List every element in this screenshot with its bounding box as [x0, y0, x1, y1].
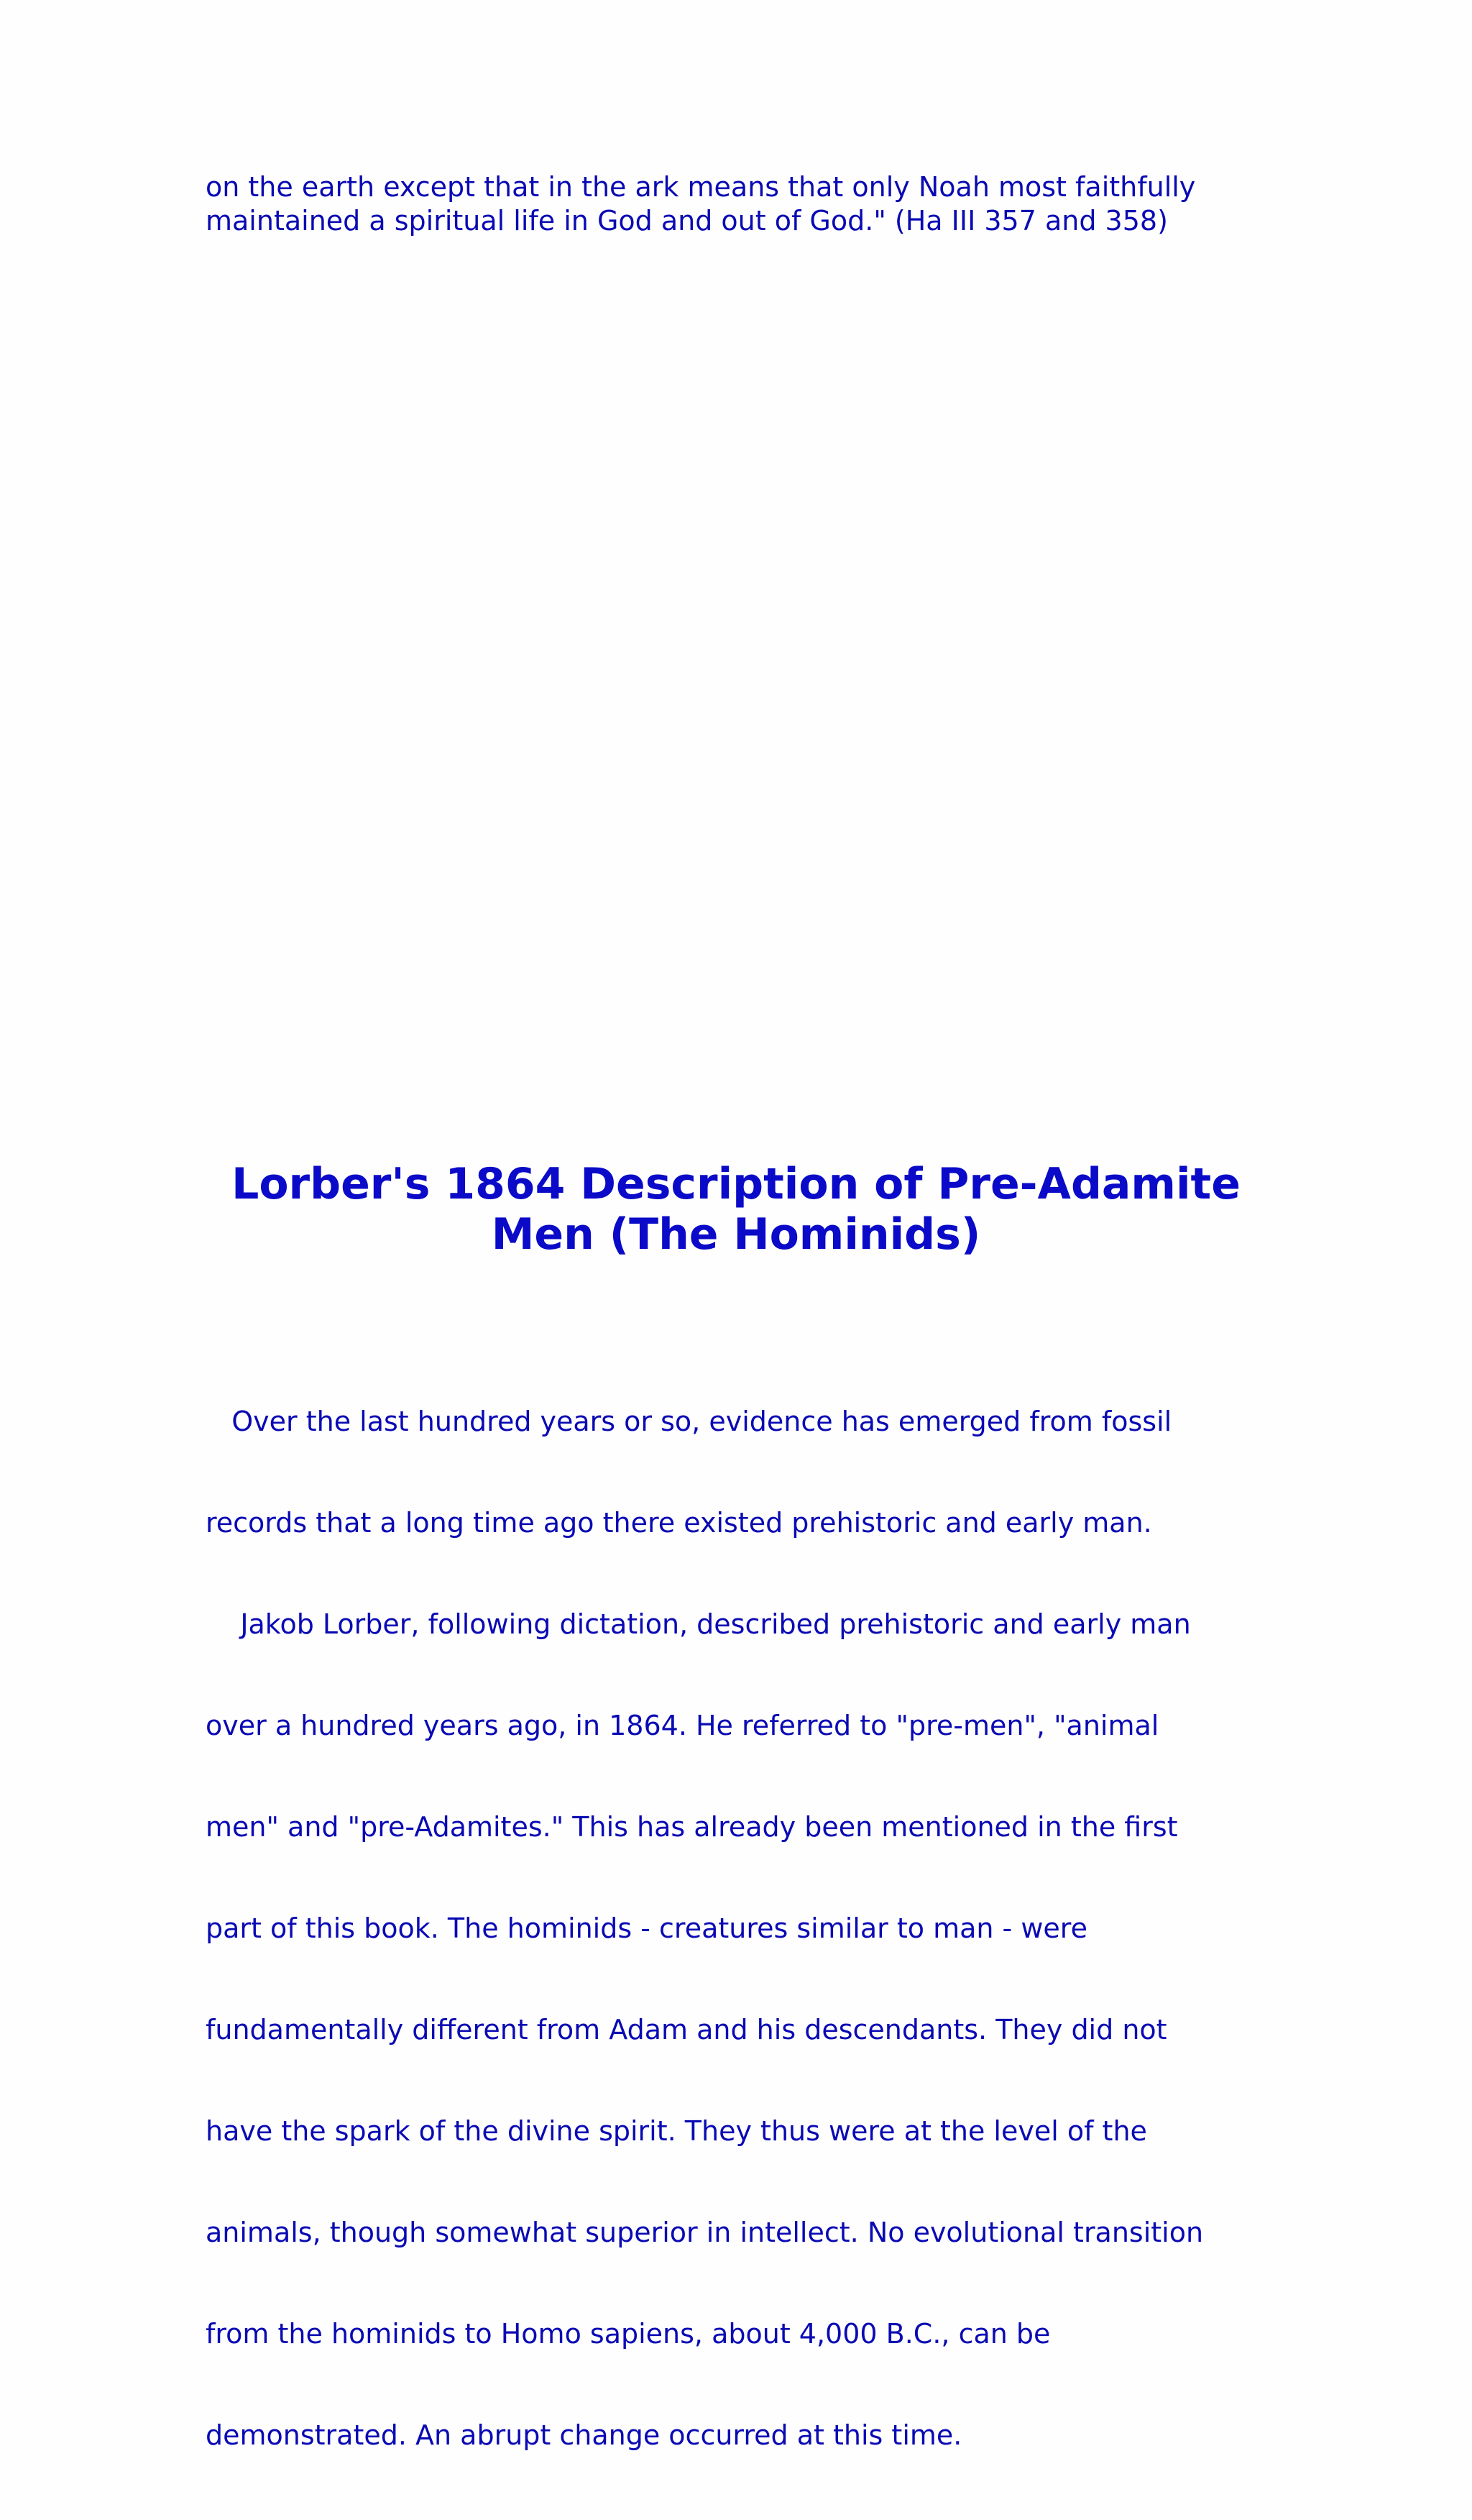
- body-line: from the hominids to Homo sapiens, about 4,000 B.C., can be: [206, 2318, 1051, 2350]
- section-body: [206, 1337, 1284, 2520]
- body-line: men" and "pre-Adamites." This has already been mentioned in the first: [206, 1811, 1178, 1843]
- paragraph-line: maintained a spiritual life in God and out of God." (Ha III 357 and 358): [206, 205, 1168, 237]
- body-line: fundamentally different from Adam and his descendants. They did not: [206, 2014, 1167, 2045]
- continued-paragraph: [206, 170, 1284, 238]
- section-title: [206, 1159, 1266, 1260]
- paragraph-line: on the earth except that in the ark means that only Noah most faithfully: [206, 171, 1196, 203]
- section-title-line: Lorber's 1864 Description of Pre-Adamite: [231, 1159, 1241, 1209]
- body-line: demonstrated. An abrupt change occurred at this time.: [206, 2419, 962, 2451]
- body-line: animals, though somewhat superior in intellect. No evolutional transition: [206, 2217, 1204, 2248]
- body-line: over a hundred years ago, in 1864. He referred to "pre-men", "animal: [206, 1710, 1159, 1741]
- section-title-line: Men (The Hominids): [491, 1209, 981, 1260]
- body-line: Jakob Lorber, following dictation, described prehistoric and early man: [206, 1608, 1191, 1640]
- body-line: Over the last hundred years or so, evidence has emerged from fossil: [206, 1406, 1172, 1437]
- body-line: part of this book. The hominids - creatures similar to man - were: [206, 1912, 1087, 1944]
- body-line: have the spark of the divine spirit. They thus were at the level of the: [206, 2115, 1147, 2147]
- body-line: records that a long time ago there existed prehistoric and early man.: [206, 1507, 1152, 1539]
